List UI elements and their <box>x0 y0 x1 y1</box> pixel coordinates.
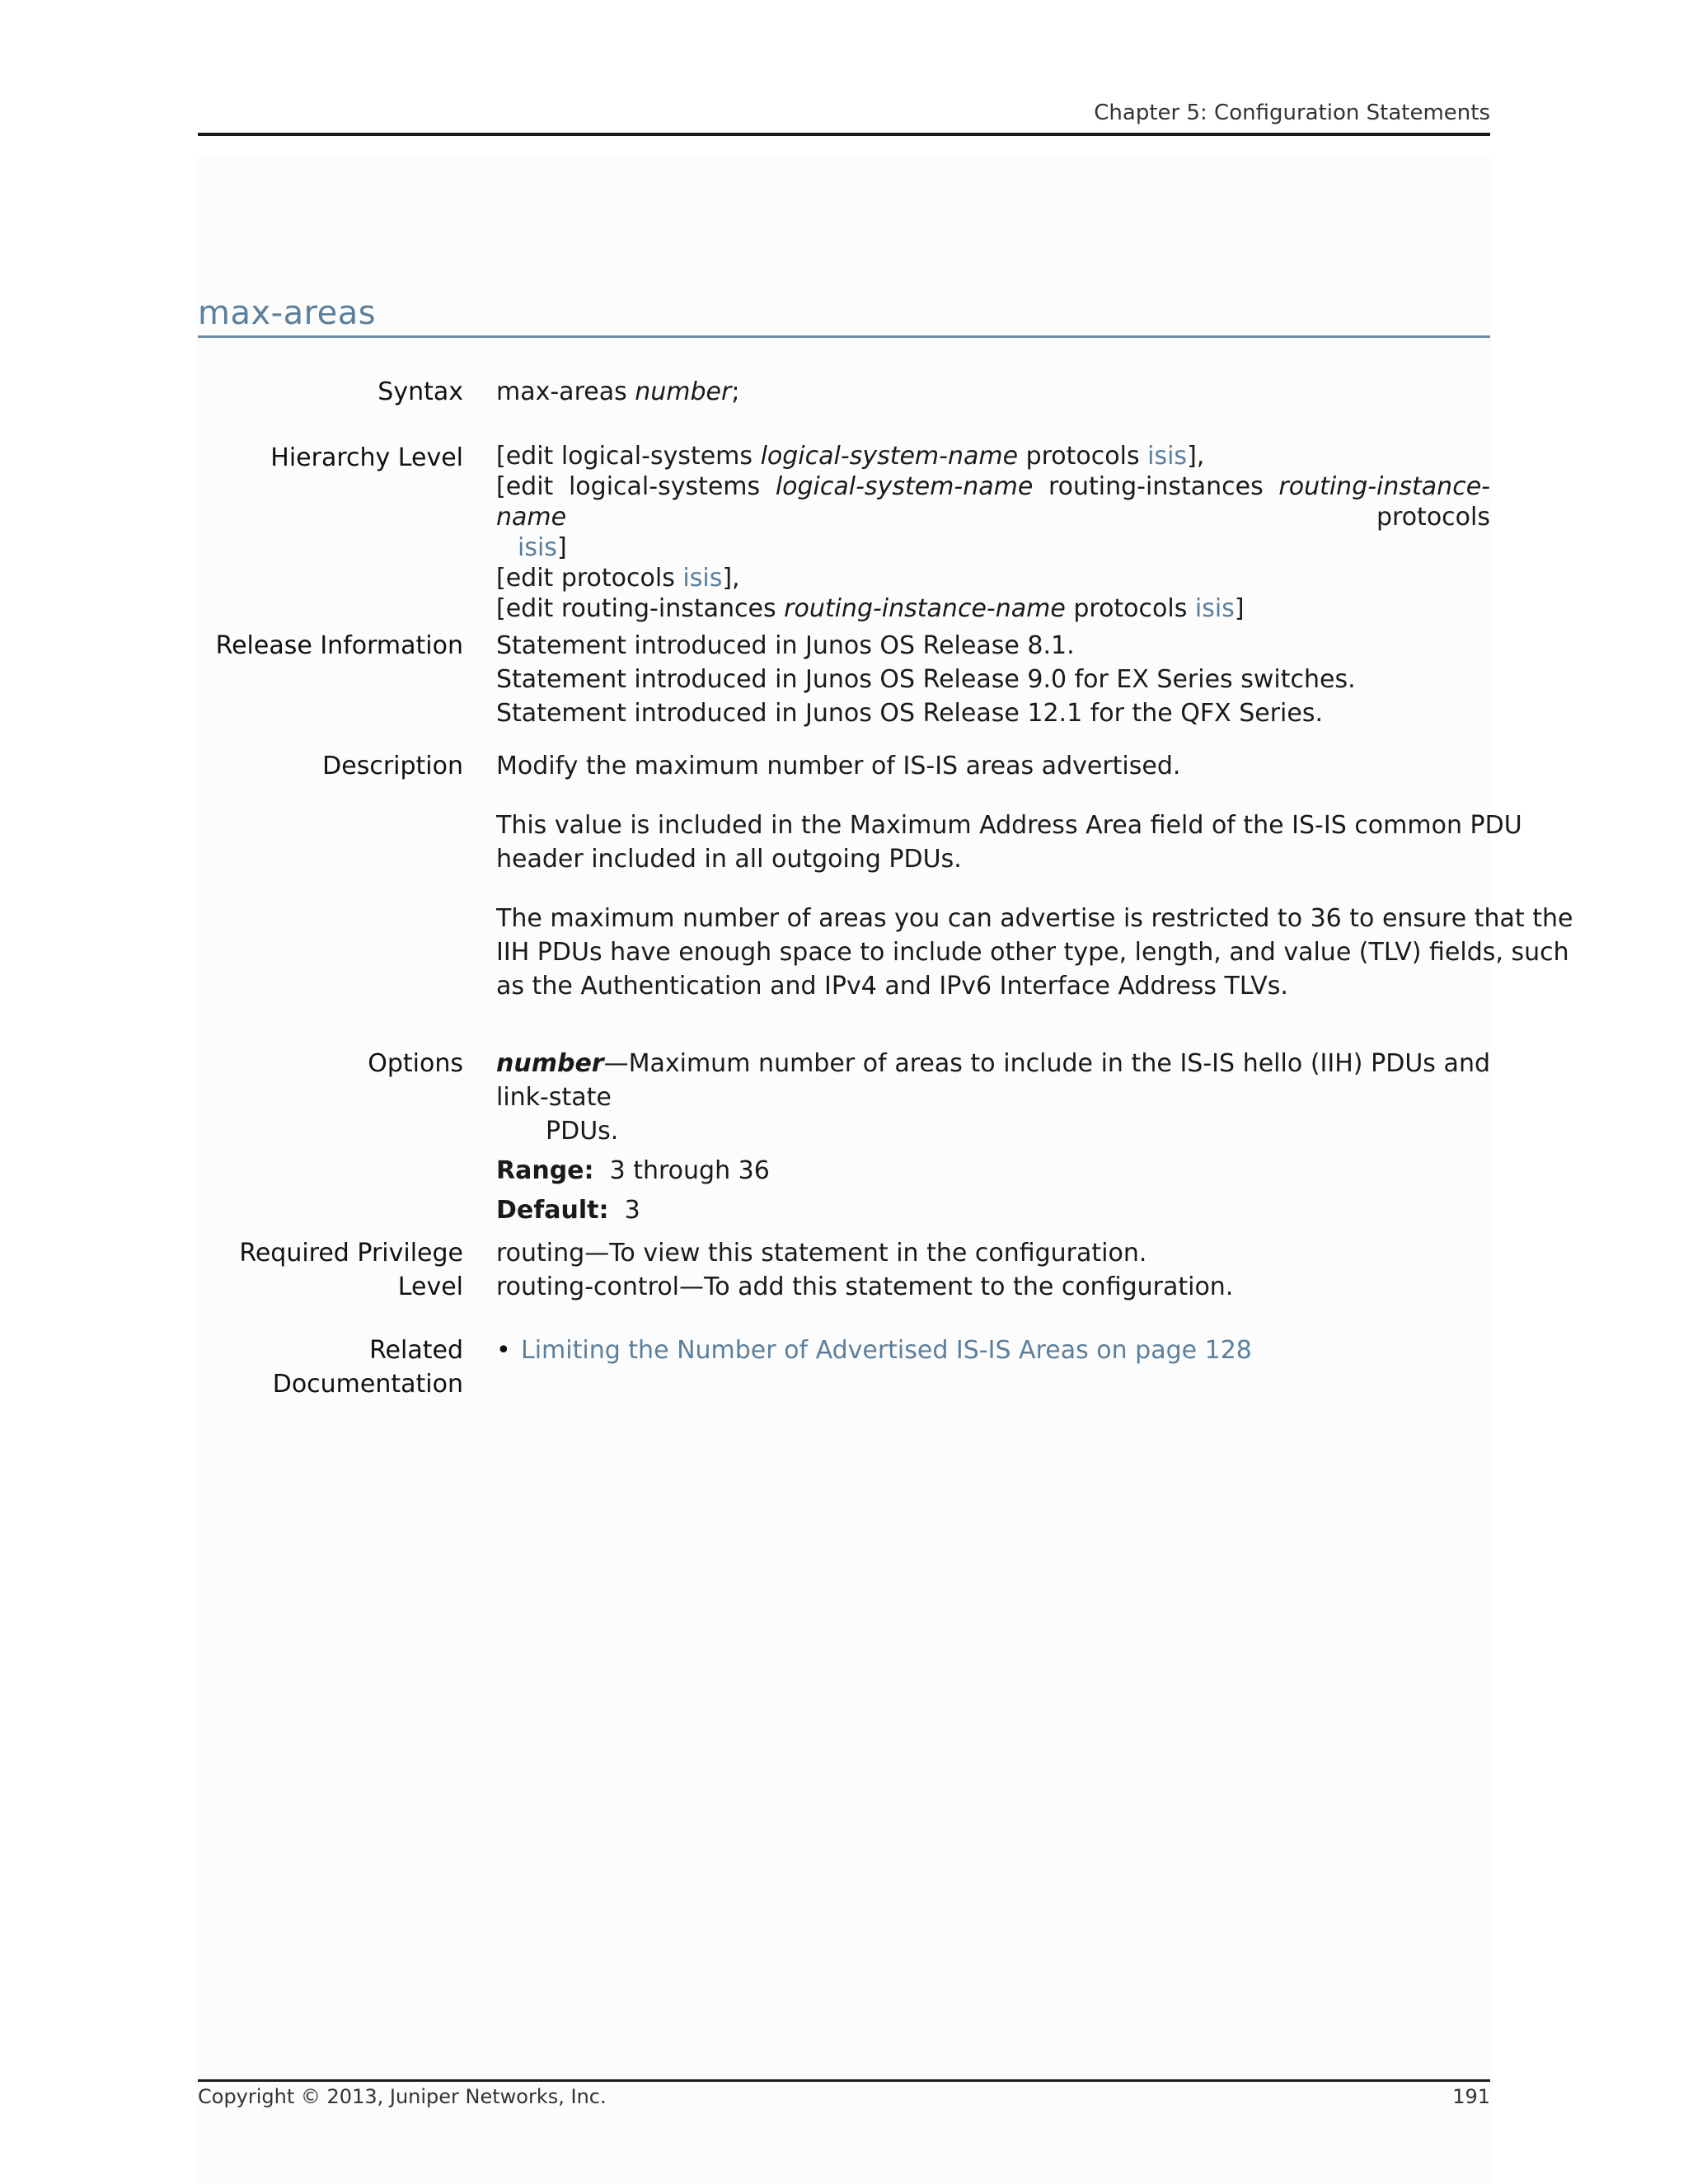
description-text: as the Authentication and IPv4 and IPv6 Interface Address TLVs. <box>496 972 1288 1001</box>
hierarchy-text: ] <box>556 533 567 562</box>
release-line-2: Statement introduced in Junos OS Release 9.0 for EX Series switches. <box>496 665 1356 694</box>
release-line-1: Statement introduced in Junos OS Release 8.1. <box>496 631 1075 660</box>
running-header: Chapter 5: Configuration Statements <box>1094 101 1490 125</box>
hierarchy-var: routing-instance-name <box>784 594 1066 623</box>
hierarchy-var: logical-system-name <box>775 472 1034 501</box>
hierarchy-text: protocols <box>566 503 1490 532</box>
isis-link[interactable]: isis <box>682 564 723 593</box>
hierarchy-line-2 <box>496 471 1490 532</box>
privilege-label <box>198 1236 463 1304</box>
default-label: Default: <box>496 1196 609 1225</box>
description-paragraph-1 <box>496 749 1490 783</box>
related-label-line: Related <box>369 1336 463 1365</box>
privilege-line: routing—To view this statement in the configuration. <box>496 1239 1147 1268</box>
option-default <box>496 1193 1490 1227</box>
description-text: The maximum number of areas you can advertise is restricted to 36 to ensure that the <box>496 904 1573 933</box>
related-label <box>198 1333 463 1401</box>
hierarchy-text: [edit logical-systems <box>496 442 761 471</box>
hierarchy-text: routing-instances <box>1033 472 1279 501</box>
isis-link[interactable]: isis <box>1194 594 1235 623</box>
default-value: 3 <box>624 1196 640 1225</box>
options-content <box>496 1047 1490 1227</box>
hierarchy-var: routing-instance-name <box>496 472 1490 532</box>
release-content <box>496 629 1490 730</box>
hierarchy-label: Hierarchy Level <box>270 443 463 472</box>
related-label-line: Documentation <box>272 1370 463 1399</box>
hierarchy-text: ], <box>722 564 740 593</box>
description-paragraph-3 <box>496 902 1573 1003</box>
option-definition-line-1 <box>496 1047 1490 1114</box>
privilege-label-line: Level <box>397 1272 463 1301</box>
description-paragraph-2 <box>496 808 1522 876</box>
statement-title: max-areas <box>198 294 377 332</box>
description-text: header included in all outgoing PDUs. <box>496 845 962 874</box>
hierarchy-line-4 <box>496 593 1490 624</box>
option-definition-line-2: PDUs. <box>546 1117 619 1146</box>
hierarchy-var: logical-system-name <box>760 442 1019 471</box>
option-range <box>496 1154 1490 1188</box>
hierarchy-text: [edit routing-instances <box>496 594 785 623</box>
hierarchy-line-2-cont <box>496 532 1490 563</box>
syntax-end: ; <box>731 377 740 406</box>
hierarchy-text: protocols <box>1018 442 1148 471</box>
syntax-keyword: max-areas <box>496 377 627 406</box>
title-rule <box>198 335 1490 338</box>
description-content <box>496 749 1573 1029</box>
hierarchy-text: [edit protocols <box>496 564 683 593</box>
hierarchy-line-1 <box>496 441 1490 471</box>
header-rule <box>198 133 1490 136</box>
options-label: Options <box>368 1049 463 1078</box>
privilege-content <box>496 1236 1490 1304</box>
bullet-icon: • <box>496 1336 511 1365</box>
footer-rule <box>198 2079 1490 2082</box>
hierarchy-text: ] <box>1234 594 1245 623</box>
syntax-label: Syntax <box>377 377 463 406</box>
syntax-line <box>496 375 1490 409</box>
description-text: IIH PDUs have enough space to include other type, length, and value (TLV) fields, such <box>496 938 1569 967</box>
option-definition: Maximum number of areas to include in the IS-IS hello (IIH) PDUs and link-state <box>496 1049 1490 1112</box>
privilege-line: routing-control—To add this statement to the configuration. <box>496 1272 1234 1301</box>
syntax-arg: number <box>635 377 732 406</box>
hierarchy-line-3 <box>496 563 1490 593</box>
related-content <box>496 1333 1490 1367</box>
footer-page-number: 191 <box>1452 2085 1490 2108</box>
hierarchy-content <box>496 441 1490 624</box>
footer-copyright: Copyright © 2013, Juniper Networks, Inc. <box>198 2085 607 2108</box>
option-dash: — <box>603 1049 629 1078</box>
isis-link[interactable]: isis <box>1147 442 1188 471</box>
privilege-label-line: Required Privilege <box>239 1239 463 1268</box>
related-list-item <box>496 1333 1490 1367</box>
hierarchy-text: ], <box>1187 442 1205 471</box>
range-value: 3 through 36 <box>609 1156 770 1185</box>
isis-link[interactable]: isis <box>518 533 557 562</box>
description-text: Modify the maximum number of IS-IS areas advertised. <box>496 752 1181 780</box>
syntax-content <box>496 375 1490 409</box>
description-text: This value is included in the Maximum Address Area field of the IS-IS common PDU <box>496 811 1522 840</box>
range-label: Range: <box>496 1156 594 1185</box>
hierarchy-text: protocols <box>1065 594 1195 623</box>
hierarchy-text: [edit logical-systems <box>496 472 776 501</box>
related-doc-link[interactable]: Limiting the Number of Advertised IS-IS Areas on page 128 <box>521 1336 1252 1365</box>
description-label: Description <box>322 752 463 780</box>
option-term: number <box>496 1049 604 1078</box>
release-label: Release Information <box>215 631 463 660</box>
release-line-3: Statement introduced in Junos OS Release 12.1 for the QFX Series. <box>496 699 1323 728</box>
